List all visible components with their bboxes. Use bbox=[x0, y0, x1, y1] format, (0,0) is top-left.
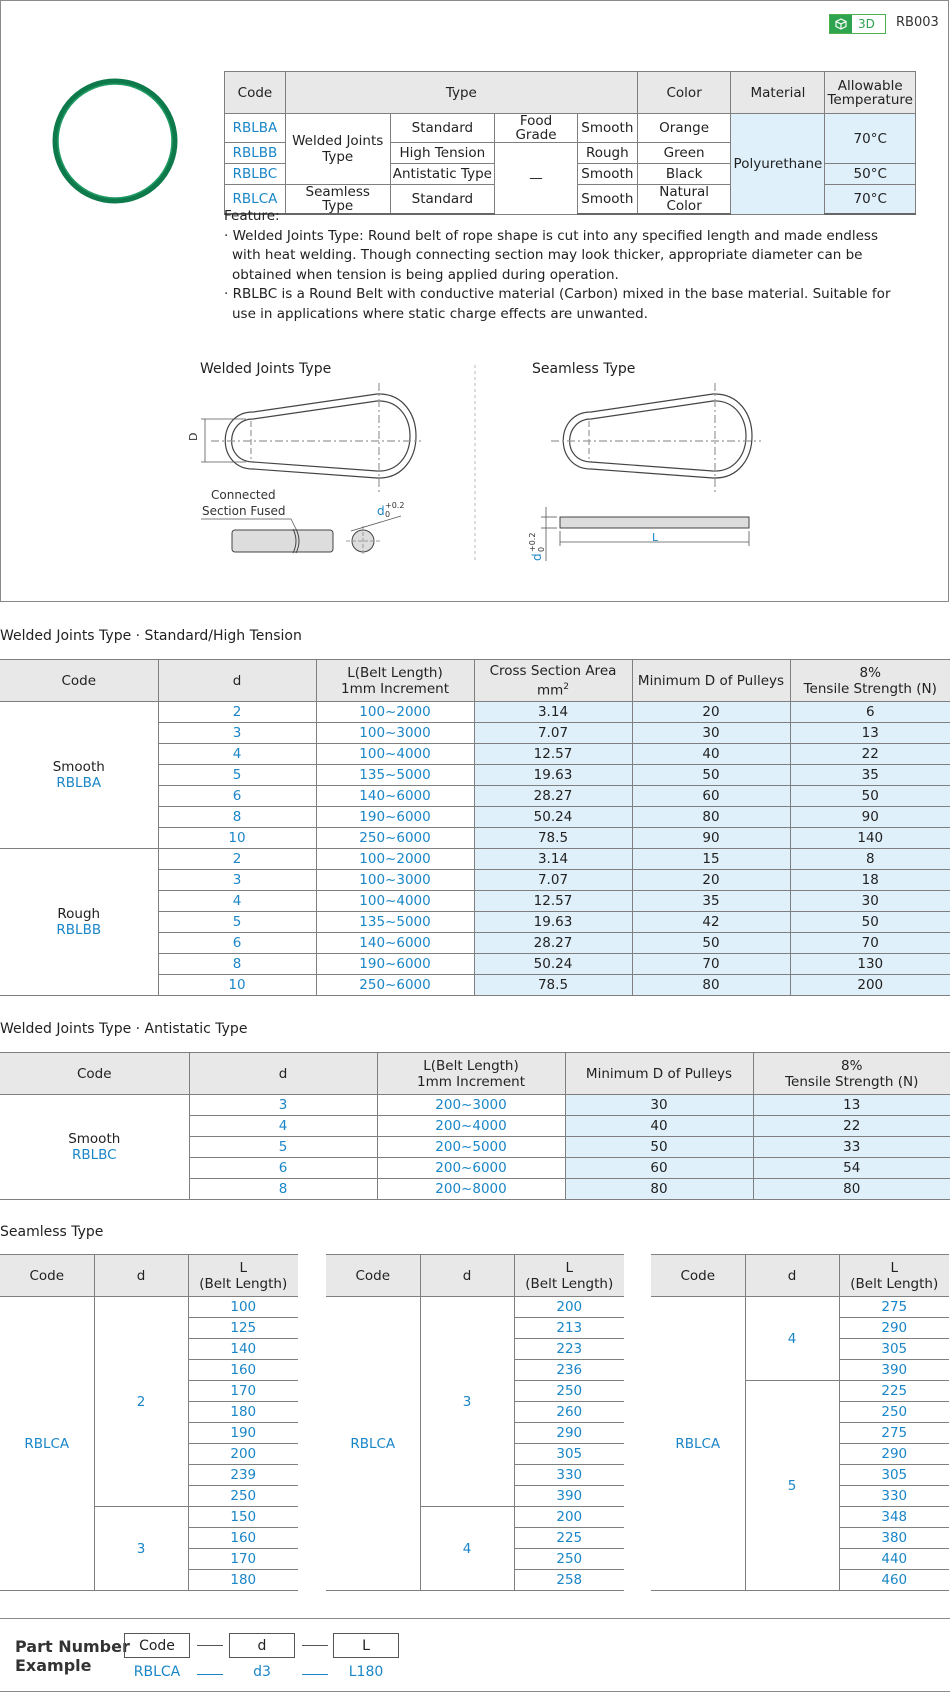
belt-diagrams bbox=[187, 361, 771, 571]
cell-length[interactable]: 390 bbox=[514, 1486, 624, 1507]
col-d: d bbox=[189, 1053, 377, 1095]
cell-min-pulley: 60 bbox=[632, 786, 790, 807]
spec-type4: Smooth bbox=[577, 164, 637, 185]
cell-min-pulley: 60 bbox=[565, 1158, 753, 1179]
group-name: Smooth bbox=[52, 759, 105, 775]
cell-length[interactable]: 250 bbox=[839, 1402, 949, 1423]
table-row bbox=[651, 1297, 949, 1318]
cell-length[interactable]: 290 bbox=[839, 1318, 949, 1339]
cell-d[interactable]: 4 bbox=[189, 1116, 377, 1137]
spec-temp: 70°C bbox=[825, 114, 916, 164]
cell-d[interactable]: 4 bbox=[158, 744, 316, 765]
label-connected: Connected bbox=[211, 488, 276, 502]
label-L: L bbox=[652, 531, 659, 544]
spec-type4: Smooth bbox=[577, 185, 637, 215]
cell-d[interactable]: 6 bbox=[158, 933, 316, 954]
cell-area: 50.24 bbox=[474, 807, 632, 828]
col-length: L (Belt Length) bbox=[188, 1255, 298, 1297]
3d-label: 3D bbox=[858, 17, 875, 31]
cell-d[interactable]: 2 bbox=[94, 1297, 188, 1507]
cell-tensile: 54 bbox=[753, 1158, 950, 1179]
col-tensile: 8% Tensile Strength (N) bbox=[753, 1053, 950, 1095]
col-code: Code bbox=[0, 1255, 94, 1297]
cell-area: 28.27 bbox=[474, 933, 632, 954]
cell-length[interactable]: 150 bbox=[188, 1507, 298, 1528]
cell-tensile: 22 bbox=[753, 1116, 950, 1137]
product-code: RB003 bbox=[896, 15, 939, 30]
cell-tensile: 6 bbox=[790, 702, 950, 723]
cell-length[interactable]: 140~6000 bbox=[316, 933, 474, 954]
seamless-diagram-title: Seamless Type bbox=[532, 361, 636, 377]
cell-min-pulley: 42 bbox=[632, 912, 790, 933]
cell-area: 12.57 bbox=[474, 744, 632, 765]
cell-d[interactable]: 8 bbox=[189, 1179, 377, 1200]
cell-length[interactable]: 305 bbox=[839, 1465, 949, 1486]
cell-length[interactable]: 200 bbox=[188, 1444, 298, 1465]
cell-area: 19.63 bbox=[474, 912, 632, 933]
group-name: Smooth bbox=[68, 1131, 121, 1147]
tol-zero: 0 bbox=[537, 546, 546, 552]
feature-title: Feature: bbox=[224, 208, 280, 224]
cell-length[interactable]: 440 bbox=[839, 1549, 949, 1570]
cell-length[interactable]: 250 bbox=[188, 1486, 298, 1507]
header-row bbox=[326, 1255, 624, 1297]
cell-d[interactable]: 3 bbox=[158, 723, 316, 744]
pn-box-d: d bbox=[229, 1633, 295, 1658]
cell-length[interactable]: 305 bbox=[514, 1444, 624, 1465]
cell-length[interactable]: 180 bbox=[188, 1570, 298, 1591]
group-code[interactable]: RBLBC bbox=[71, 1147, 117, 1163]
feature-line: · RBLBC is a Round Belt with conductive material (Carbon) mixed in the base material. Suitable for use in applications where static charge effects are unwanted. bbox=[224, 286, 891, 322]
cell-d[interactable]: 4 bbox=[420, 1507, 514, 1591]
cell-length[interactable]: 200~8000 bbox=[377, 1179, 565, 1200]
seamless-belt-loop bbox=[551, 383, 761, 493]
pn-value-dash bbox=[197, 1674, 223, 1675]
cell-tensile: 18 bbox=[790, 870, 950, 891]
spec-table bbox=[224, 71, 916, 215]
col-color: Color bbox=[637, 72, 731, 114]
cell-length[interactable]: 290 bbox=[839, 1444, 949, 1465]
cell-min-pulley: 90 bbox=[632, 828, 790, 849]
cell-min-pulley: 40 bbox=[632, 744, 790, 765]
col-length: L(Belt Length) 1mm Increment bbox=[377, 1053, 565, 1095]
cell-area: 12.57 bbox=[474, 891, 632, 912]
col-code: Code bbox=[326, 1255, 420, 1297]
cell-d[interactable]: 10 bbox=[158, 975, 316, 996]
cell-length[interactable]: 250 bbox=[514, 1549, 624, 1570]
cell-tensile: 35 bbox=[790, 765, 950, 786]
cell-area: 50.24 bbox=[474, 954, 632, 975]
cell-tensile: 50 bbox=[790, 786, 950, 807]
table-row bbox=[326, 1297, 624, 1318]
antistatic-section-title: Welded Joints Type · Antistatic Type bbox=[0, 1021, 248, 1037]
cell-tensile: 13 bbox=[753, 1095, 950, 1116]
spec-type3: Food Grade bbox=[495, 114, 578, 143]
cell-tensile: 70 bbox=[790, 933, 950, 954]
cell-length[interactable]: 190~6000 bbox=[316, 807, 474, 828]
cell-min-pulley: 40 bbox=[565, 1116, 753, 1137]
cell-d[interactable]: 5 bbox=[745, 1381, 839, 1591]
col-min-pulley: Minimum D of Pulleys bbox=[565, 1053, 753, 1095]
cell-length[interactable]: 275 bbox=[839, 1423, 949, 1444]
cell-length[interactable]: 330 bbox=[839, 1486, 949, 1507]
cell-length[interactable]: 200 bbox=[514, 1507, 624, 1528]
seamless-table bbox=[0, 1254, 298, 1591]
tol-zero: 0 bbox=[385, 510, 391, 519]
pn-value-code: RBLCA bbox=[133, 1664, 181, 1680]
pn-dash bbox=[302, 1645, 328, 1646]
cell-length[interactable]: 200~6000 bbox=[377, 1158, 565, 1179]
label-d-welded: d bbox=[377, 504, 385, 518]
spec-type1: Welded Joints Type bbox=[285, 114, 390, 185]
cell-length[interactable]: 305 bbox=[839, 1339, 949, 1360]
spec-color: Natural Color bbox=[637, 185, 731, 215]
cell-min-pulley: 35 bbox=[632, 891, 790, 912]
cell-length[interactable]: 275 bbox=[839, 1297, 949, 1318]
cell-tensile: 200 bbox=[790, 975, 950, 996]
cell-tensile: 30 bbox=[790, 891, 950, 912]
spec-temp: 50°C bbox=[825, 164, 916, 185]
col-d: d bbox=[94, 1255, 188, 1297]
tol-plus: +0.2 bbox=[385, 501, 405, 510]
col-min-pulley: Minimum D of Pulleys bbox=[632, 660, 790, 702]
cell-length[interactable]: 140 bbox=[188, 1339, 298, 1360]
seamless-table bbox=[326, 1254, 624, 1591]
spec-type2: Antistatic Type bbox=[390, 164, 495, 185]
spec-type4: Rough bbox=[577, 143, 637, 164]
cell-area: 3.14 bbox=[474, 849, 632, 870]
spec-temp: 70°C bbox=[825, 185, 916, 215]
cell-length[interactable]: 140~6000 bbox=[316, 786, 474, 807]
label-fused: Section Fused bbox=[202, 504, 286, 518]
cell-d[interactable]: 8 bbox=[158, 807, 316, 828]
spec-color: Black bbox=[637, 164, 731, 185]
pn-dash bbox=[197, 1645, 223, 1646]
cell-length[interactable]: 135~5000 bbox=[316, 765, 474, 786]
col-d: d bbox=[158, 660, 316, 702]
pn-box-code: Code bbox=[124, 1633, 190, 1658]
spec-code[interactable]: RBLBA bbox=[225, 114, 286, 143]
cell-length[interactable]: 250~6000 bbox=[316, 975, 474, 996]
cell-d[interactable]: 2 bbox=[158, 849, 316, 870]
col-length: L(Belt Length) 1mm Increment bbox=[316, 660, 474, 702]
spec-type1: Seamless Type bbox=[285, 185, 390, 215]
cell-d[interactable]: 5 bbox=[158, 912, 316, 933]
seamless-section-title: Seamless Type bbox=[0, 1224, 104, 1240]
cell-d[interactable]: 6 bbox=[189, 1158, 377, 1179]
header-row bbox=[651, 1255, 949, 1297]
col-code: Code bbox=[0, 660, 158, 702]
product-info-box bbox=[0, 0, 949, 602]
cell-length[interactable]: 100 bbox=[188, 1297, 298, 1318]
welded-belt-loop bbox=[201, 383, 421, 493]
col-code: Code bbox=[0, 1053, 189, 1095]
cell-length[interactable]: 135~5000 bbox=[316, 912, 474, 933]
cell-length[interactable]: 390 bbox=[839, 1360, 949, 1381]
cell-min-pulley: 15 bbox=[632, 849, 790, 870]
group-name: Rough bbox=[57, 906, 101, 922]
cell-tensile: 13 bbox=[790, 723, 950, 744]
pn-value-L: L180 bbox=[348, 1664, 384, 1680]
cell-length[interactable]: 190 bbox=[188, 1423, 298, 1444]
welded-rod bbox=[232, 516, 401, 556]
cell-length[interactable]: 223 bbox=[514, 1339, 624, 1360]
cell-length[interactable]: 225 bbox=[839, 1381, 949, 1402]
col-area: Cross Section Area $mm^2$ bbox=[474, 660, 632, 702]
cell-length[interactable]: 290 bbox=[514, 1423, 624, 1444]
pn-value-dash bbox=[302, 1674, 328, 1675]
col-length: L (Belt Length) bbox=[514, 1255, 624, 1297]
part-number-example bbox=[0, 1618, 950, 1692]
col-temp: Allowable Temperature bbox=[825, 72, 916, 114]
col-d: d bbox=[420, 1255, 514, 1297]
cell-min-pulley: 30 bbox=[632, 723, 790, 744]
cell-area: 7.07 bbox=[474, 723, 632, 744]
cell-length[interactable]: 100~2000 bbox=[316, 702, 474, 723]
cell-d[interactable]: 8 bbox=[158, 954, 316, 975]
cell-length[interactable]: 250 bbox=[514, 1381, 624, 1402]
spec-code[interactable]: RBLBB bbox=[225, 143, 286, 164]
col-tensile: 8% Tensile Strength (N) bbox=[790, 660, 950, 702]
table-row bbox=[0, 1095, 950, 1116]
cell-d[interactable]: 5 bbox=[158, 765, 316, 786]
col-code: Code bbox=[225, 72, 286, 114]
seamless-code[interactable]: RBLCA bbox=[326, 1297, 420, 1591]
cell-tensile: 90 bbox=[790, 807, 950, 828]
cell-area: 28.27 bbox=[474, 786, 632, 807]
cell-d[interactable]: 6 bbox=[158, 786, 316, 807]
cell-d[interactable]: 3 bbox=[189, 1095, 377, 1116]
cell-min-pulley: 50 bbox=[632, 765, 790, 786]
cell-tensile: 50 bbox=[790, 912, 950, 933]
cell-d[interactable]: 3 bbox=[420, 1297, 514, 1507]
cell-length[interactable]: 380 bbox=[839, 1528, 949, 1549]
cell-min-pulley: 50 bbox=[632, 933, 790, 954]
cell-length[interactable]: 180 bbox=[188, 1402, 298, 1423]
spec-type2: High Tension bbox=[390, 143, 495, 164]
spec-code[interactable]: RBLCA bbox=[225, 185, 286, 215]
cell-min-pulley: 70 bbox=[632, 954, 790, 975]
cell-d[interactable]: 3 bbox=[94, 1507, 188, 1591]
cell-length[interactable]: 100~2000 bbox=[316, 849, 474, 870]
cell-length[interactable]: 258 bbox=[514, 1570, 624, 1591]
cell-area: 78.5 bbox=[474, 828, 632, 849]
cell-length[interactable]: 225 bbox=[514, 1528, 624, 1549]
cell-area: 78.5 bbox=[474, 975, 632, 996]
feature-line: · Welded Joints Type: Round belt of rope shape is cut into any specified length and made endless with heat welding. Though connecting section may look thicker, appropriate diameter can be obtained when tension is being applied during operation. bbox=[224, 227, 878, 283]
tol-plus: +0.2 bbox=[528, 532, 537, 552]
cell-length[interactable]: 200~4000 bbox=[377, 1116, 565, 1137]
cell-length[interactable]: 200 bbox=[514, 1297, 624, 1318]
spec-type2: Standard bbox=[390, 185, 495, 215]
cell-length[interactable]: 100~4000 bbox=[316, 744, 474, 765]
cell-area: 3.14 bbox=[474, 702, 632, 723]
cell-d[interactable]: 4 bbox=[745, 1297, 839, 1381]
seamless-table bbox=[651, 1254, 949, 1591]
cell-d[interactable]: 10 bbox=[158, 828, 316, 849]
cell-tensile: 140 bbox=[790, 828, 950, 849]
cell-length[interactable]: 100~3000 bbox=[316, 723, 474, 744]
cell-length[interactable]: 250~6000 bbox=[316, 828, 474, 849]
antistatic-table bbox=[0, 1052, 950, 1200]
spec-type3: — bbox=[495, 143, 578, 215]
table-row bbox=[0, 702, 950, 723]
cell-area: 7.07 bbox=[474, 870, 632, 891]
spec-color: Green bbox=[637, 143, 731, 164]
spec-color: Orange bbox=[637, 114, 731, 143]
cell-area: 19.63 bbox=[474, 765, 632, 786]
table-row bbox=[0, 849, 950, 870]
cube-icon bbox=[830, 15, 852, 33]
cell-tensile: 22 bbox=[790, 744, 950, 765]
cell-min-pulley: 80 bbox=[565, 1179, 753, 1200]
cell-length[interactable]: 239 bbox=[188, 1465, 298, 1486]
cell-tensile: 130 bbox=[790, 954, 950, 975]
group-code[interactable]: RBLBB bbox=[56, 922, 102, 938]
cell-length[interactable]: 100~4000 bbox=[316, 891, 474, 912]
spec-type2: Standard bbox=[390, 114, 495, 143]
cell-min-pulley: 80 bbox=[632, 975, 790, 996]
col-length: L (Belt Length) bbox=[839, 1255, 949, 1297]
col-d: d bbox=[745, 1255, 839, 1297]
spec-material: Polyurethane bbox=[731, 114, 825, 215]
seamless-code[interactable]: RBLCA bbox=[0, 1297, 94, 1591]
cell-length[interactable]: 160 bbox=[188, 1528, 298, 1549]
cell-tensile: 80 bbox=[753, 1179, 950, 1200]
spec-type4: Smooth bbox=[577, 114, 637, 143]
welded-table bbox=[0, 659, 950, 996]
pn-box-L: L bbox=[333, 1633, 399, 1658]
round-belt-image bbox=[51, 77, 179, 205]
cell-d[interactable]: 4 bbox=[158, 891, 316, 912]
cell-length[interactable]: 160 bbox=[188, 1360, 298, 1381]
cell-length[interactable]: 190~6000 bbox=[316, 954, 474, 975]
label-d-seamless: d bbox=[530, 553, 544, 561]
cell-length[interactable]: 213 bbox=[514, 1318, 624, 1339]
col-type: Type bbox=[285, 72, 637, 114]
welded-diagram-title: Welded Joints Type bbox=[200, 361, 332, 377]
pn-value-d: d3 bbox=[253, 1664, 271, 1680]
3d-badge[interactable] bbox=[829, 14, 886, 34]
cell-length[interactable]: 236 bbox=[514, 1360, 624, 1381]
cell-d[interactable]: 5 bbox=[189, 1137, 377, 1158]
group-code[interactable]: RBLBA bbox=[56, 775, 102, 791]
part-number-title: Part Number Example bbox=[15, 1637, 130, 1675]
table-row bbox=[0, 1297, 298, 1318]
cell-length[interactable]: 260 bbox=[514, 1402, 624, 1423]
cell-length[interactable]: 330 bbox=[514, 1465, 624, 1486]
cell-min-pulley: 20 bbox=[632, 870, 790, 891]
group-code-cell bbox=[0, 702, 158, 849]
cell-length[interactable]: 348 bbox=[839, 1507, 949, 1528]
cell-min-pulley: 80 bbox=[632, 807, 790, 828]
cell-length[interactable]: 200~5000 bbox=[377, 1137, 565, 1158]
seamless-code[interactable]: RBLCA bbox=[651, 1297, 745, 1591]
seamless-rod bbox=[541, 507, 749, 561]
cell-length[interactable]: 100~3000 bbox=[316, 870, 474, 891]
col-code: Code bbox=[651, 1255, 745, 1297]
col-material: Material bbox=[731, 72, 825, 114]
cell-length[interactable]: 170 bbox=[188, 1549, 298, 1570]
group-code-cell bbox=[0, 849, 158, 996]
cell-length[interactable]: 200~3000 bbox=[377, 1095, 565, 1116]
feature-text bbox=[224, 207, 904, 324]
header-row bbox=[0, 1255, 298, 1297]
cell-d[interactable]: 3 bbox=[158, 870, 316, 891]
welded-section-title: Welded Joints Type · Standard/High Tension bbox=[0, 628, 302, 644]
cell-min-pulley: 20 bbox=[632, 702, 790, 723]
cell-min-pulley: 30 bbox=[565, 1095, 753, 1116]
cell-tensile: 8 bbox=[790, 849, 950, 870]
spec-code[interactable]: RBLBC bbox=[225, 164, 286, 185]
cell-length[interactable]: 460 bbox=[839, 1570, 949, 1591]
cell-length[interactable]: 125 bbox=[188, 1318, 298, 1339]
cell-tensile: 33 bbox=[753, 1137, 950, 1158]
cell-min-pulley: 50 bbox=[565, 1137, 753, 1158]
group-code-cell bbox=[0, 1095, 189, 1200]
cell-length[interactable]: 170 bbox=[188, 1381, 298, 1402]
cell-d[interactable]: 2 bbox=[158, 702, 316, 723]
label-D: D bbox=[187, 432, 200, 441]
